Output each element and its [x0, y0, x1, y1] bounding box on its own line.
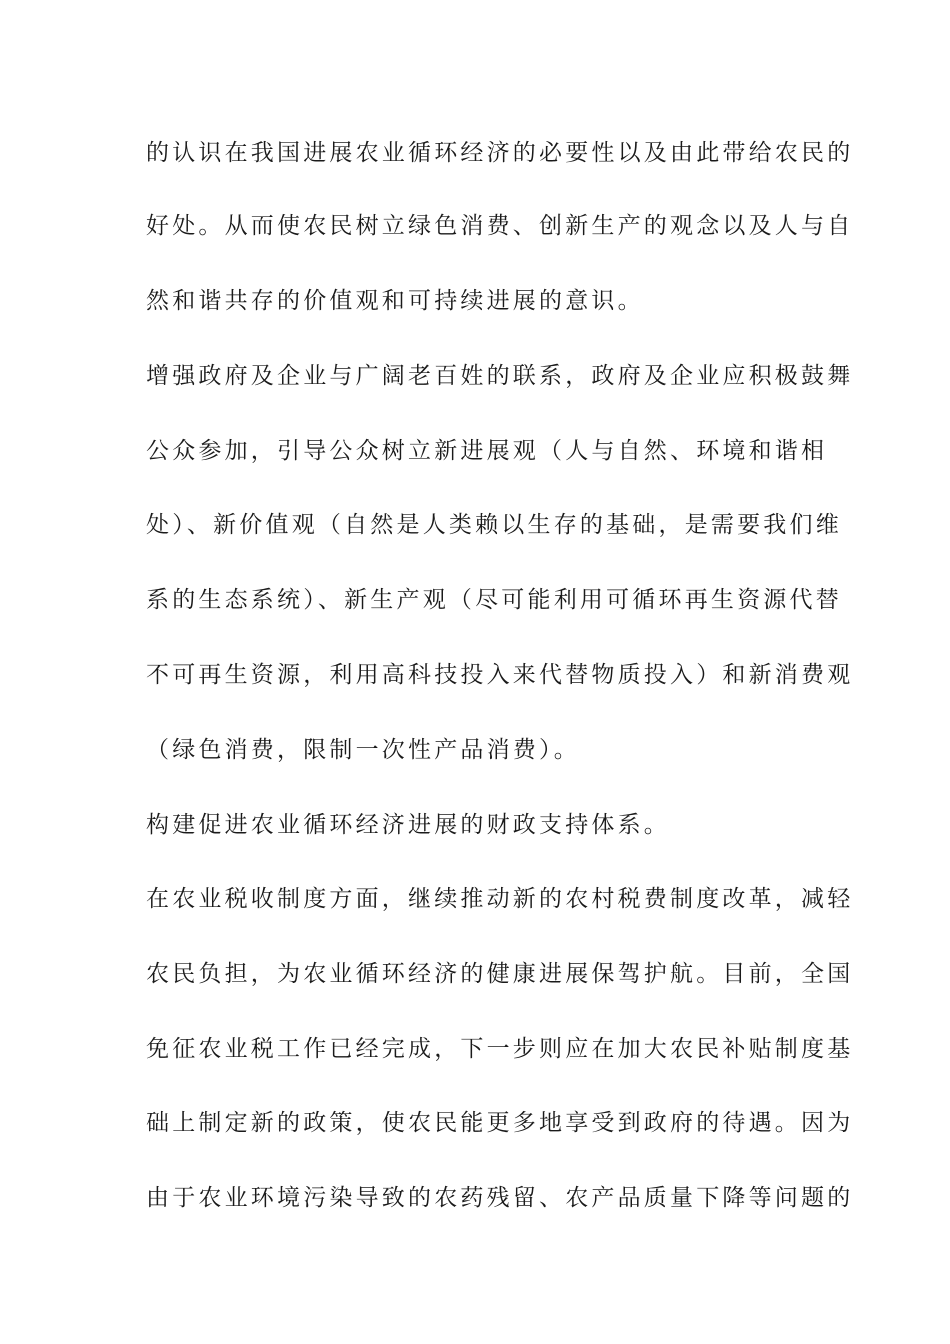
text-line: 构建促进农业循环经济进展的财政支持体系。 — [146, 812, 670, 838]
text-line: 在农业税收制度方面，继续推动新的农村税费制度改革，减轻 — [146, 886, 854, 912]
text-line: 然和谐共存的价值观和可持续进展的意识。 — [146, 288, 644, 314]
text-line: 的认识在我国进展农业循环经济的必要性以及由此带给农民的 — [146, 140, 854, 166]
text-line: 增强政府及企业与广阔老百姓的联系，政府及企业应积极鼓舞 — [146, 363, 854, 389]
text-line: 公众参加，引导公众树立新进展观（人与自然、环境和谐相 — [146, 438, 828, 464]
text-line: 不可再生资源，利用高科技投入来代替物质投入）和新消费观 — [146, 662, 854, 688]
text-line: 农民负担，为农业循环经济的健康进展保驾护航。目前，全国 — [146, 961, 854, 987]
text-line: 处）、新价值观（自然是人类赖以生存的基础，是需要我们维 — [146, 512, 842, 538]
text-line: 础上制定新的政策，使农民能更多地享受到政府的待遇。因为 — [146, 1110, 854, 1136]
text-line: 系的生态系统）、新生产观（尽可能利用可循环再生资源代替 — [146, 587, 842, 613]
text-line: 由于农业环境污染导致的农药残留、农产品质量下降等问题的 — [146, 1185, 854, 1211]
text-line: 免征农业税工作已经完成，下一步则应在加大农民补贴制度基 — [146, 1036, 854, 1062]
text-line: （绿色消费，限制一次性产品消费）。 — [146, 737, 580, 763]
text-line: 好处。从而使农民树立绿色消费、创新生产的观念以及人与自 — [146, 213, 854, 239]
